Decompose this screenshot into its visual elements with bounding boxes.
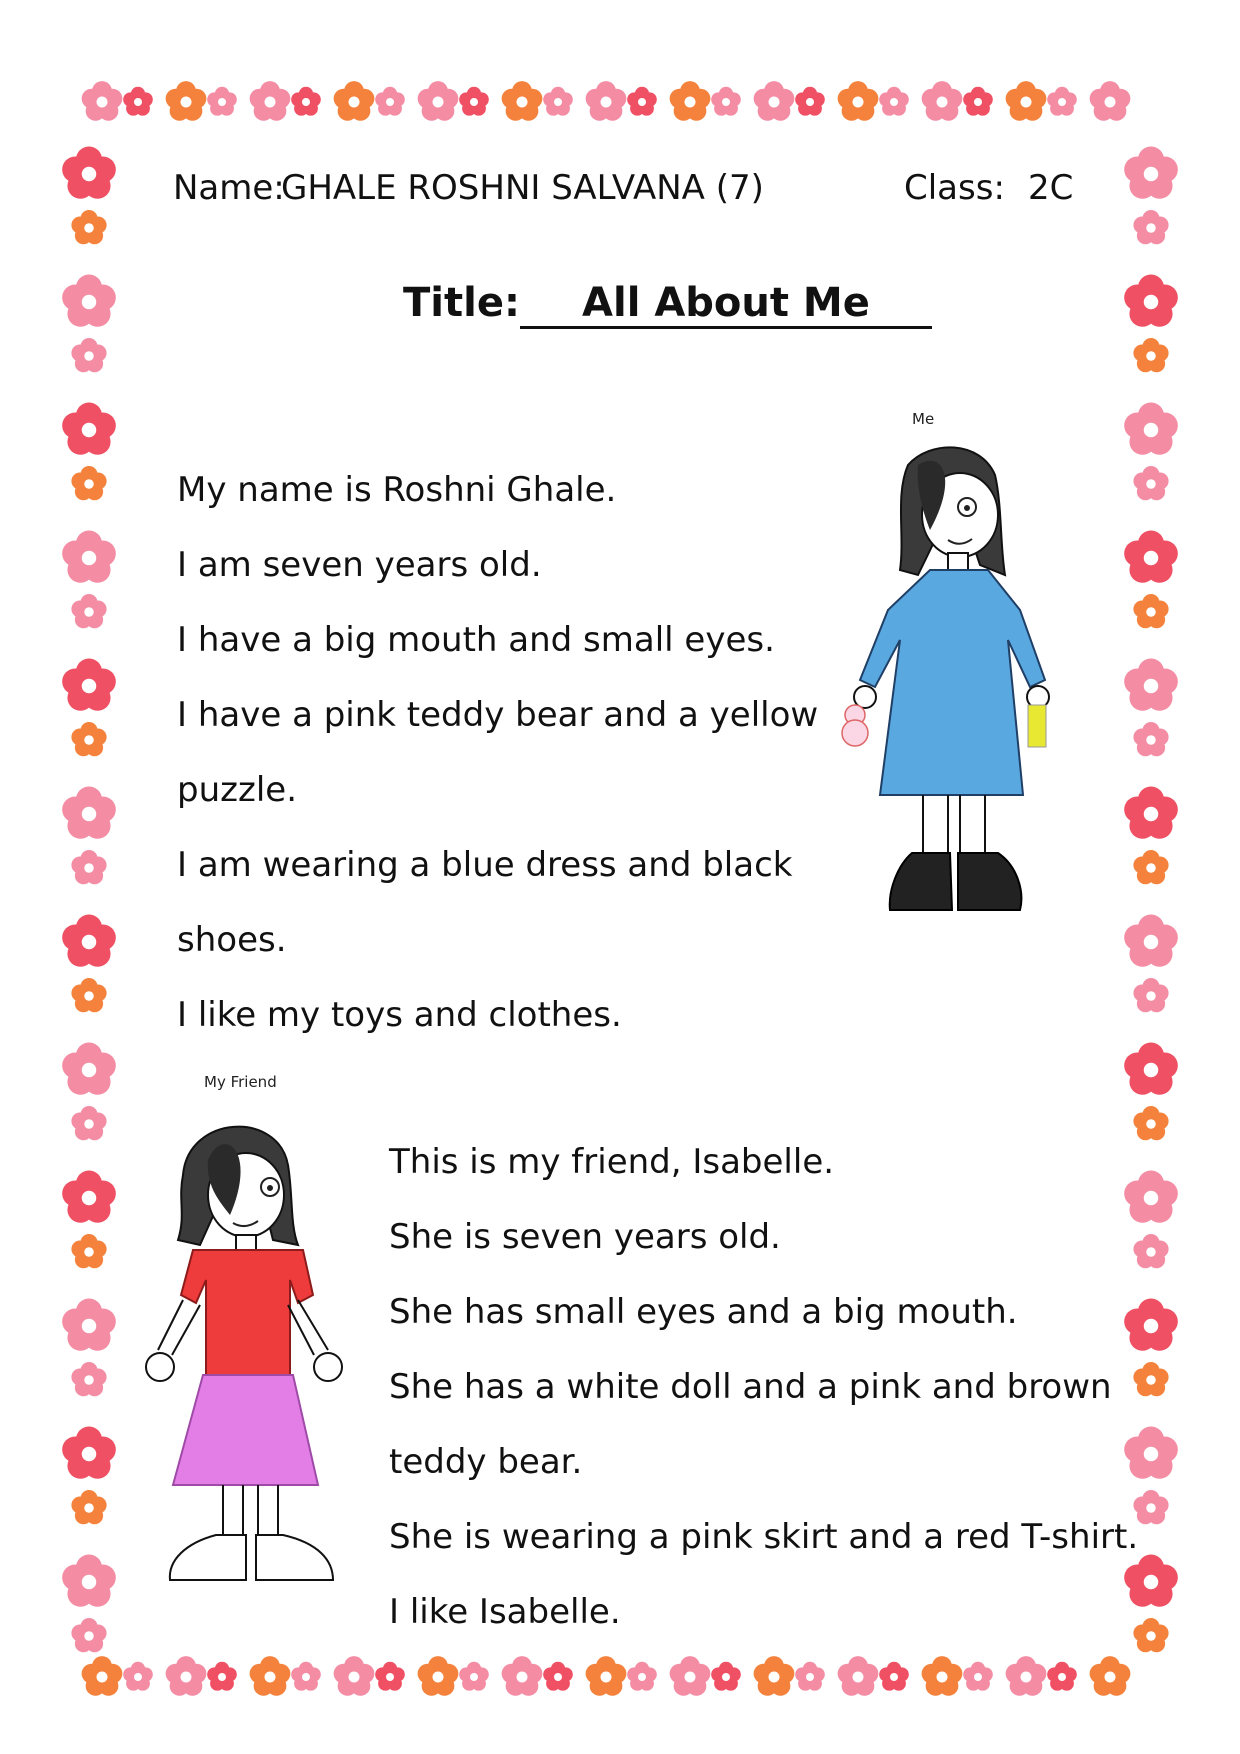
friend-caption: My Friend <box>204 1073 277 1091</box>
flower-icon <box>80 1655 124 1699</box>
me-section-line: I am seven years old. <box>177 545 542 585</box>
flower-icon <box>416 80 460 124</box>
friend-section-line: I like Isabelle. <box>389 1592 621 1632</box>
friend-section-line: She has a white doll and a pink and brown <box>389 1367 1112 1407</box>
flower-icon <box>458 1661 490 1693</box>
flower-icon <box>60 785 118 843</box>
flower-icon <box>60 657 118 715</box>
flower-icon <box>70 209 108 247</box>
flower-icon <box>878 1661 910 1693</box>
flower-icon <box>962 86 994 118</box>
flower-icon <box>70 465 108 503</box>
me-drawing <box>820 435 1060 915</box>
flower-icon <box>1122 657 1180 715</box>
flower-icon <box>920 80 964 124</box>
flower-icon <box>500 1655 544 1699</box>
class-label: Class: <box>904 168 1005 208</box>
friend-section-line: teddy bear. <box>389 1442 583 1482</box>
flower-icon <box>710 86 742 118</box>
flower-icon <box>1004 1655 1048 1699</box>
flower-icon <box>60 1169 118 1227</box>
flower-icon <box>542 1661 574 1693</box>
friend-drawing <box>138 1105 368 1585</box>
flower-icon <box>290 1661 322 1693</box>
flower-icon <box>60 913 118 971</box>
flower-icon <box>60 529 118 587</box>
me-section-line: shoes. <box>177 920 287 960</box>
flower-icon <box>1122 1425 1180 1483</box>
name-value: GHALE ROSHNI SALVANA (7) <box>281 168 764 208</box>
flower-icon <box>248 1655 292 1699</box>
flower-icon <box>70 1361 108 1399</box>
flower-icon <box>80 80 124 124</box>
flower-icon <box>60 273 118 331</box>
flower-icon <box>206 1661 238 1693</box>
flower-icon <box>836 80 880 124</box>
flower-icon <box>542 86 574 118</box>
flower-icon <box>752 80 796 124</box>
flower-icon <box>1046 1661 1078 1693</box>
flower-icon <box>1122 1553 1180 1611</box>
flower-icon <box>836 1655 880 1699</box>
flower-icon <box>1122 785 1180 843</box>
me-section-line: I am wearing a blue dress and black <box>177 845 793 885</box>
flower-icon <box>584 1655 628 1699</box>
flower-icon <box>1122 401 1180 459</box>
flower-icon <box>70 977 108 1015</box>
flower-icon <box>60 1553 118 1611</box>
name-label: Name: <box>173 168 285 208</box>
flower-icon <box>1132 465 1170 503</box>
flower-icon <box>70 721 108 759</box>
flower-icon <box>1132 593 1170 631</box>
flower-icon <box>668 1655 712 1699</box>
me-section-line: puzzle. <box>177 770 297 810</box>
flower-icon <box>1132 1617 1170 1655</box>
flower-icon <box>1122 1297 1180 1355</box>
flower-icon <box>60 1041 118 1099</box>
me-section-line: My name is Roshni Ghale. <box>177 470 617 510</box>
flower-icon <box>1132 849 1170 887</box>
flower-icon <box>122 1661 154 1693</box>
flower-icon <box>60 145 118 203</box>
flower-icon <box>1132 1361 1170 1399</box>
flower-icon <box>710 1661 742 1693</box>
flower-icon <box>60 1297 118 1355</box>
flower-icon <box>1122 529 1180 587</box>
flower-icon <box>878 86 910 118</box>
flower-icon <box>500 80 544 124</box>
class-value: 2C <box>1028 168 1074 208</box>
page-title <box>403 280 932 329</box>
flower-icon <box>1132 721 1170 759</box>
flower-icon <box>1088 1655 1132 1699</box>
flower-icon <box>920 1655 964 1699</box>
flower-icon <box>1132 1105 1170 1143</box>
friend-section-line: She has small eyes and a big mouth. <box>389 1292 1018 1332</box>
flower-icon <box>1122 913 1180 971</box>
flower-icon <box>962 1661 994 1693</box>
flower-icon <box>794 86 826 118</box>
flower-icon <box>668 80 712 124</box>
title-label: Title: <box>403 280 520 326</box>
flower-icon <box>206 86 238 118</box>
flower-icon <box>290 86 322 118</box>
flower-icon <box>70 1105 108 1143</box>
flower-icon <box>332 1655 376 1699</box>
flower-icon <box>1122 273 1180 331</box>
flower-icon <box>60 401 118 459</box>
flower-icon <box>626 1661 658 1693</box>
flower-icon <box>1132 209 1170 247</box>
me-section-line: I have a big mouth and small eyes. <box>177 620 775 660</box>
flower-icon <box>1132 977 1170 1015</box>
friend-section-line: She is wearing a pink skirt and a red T-shirt. <box>389 1517 1139 1557</box>
flower-icon <box>374 1661 406 1693</box>
flower-icon <box>60 1425 118 1483</box>
flower-icon <box>626 86 658 118</box>
flower-icon <box>248 80 292 124</box>
flower-icon <box>70 1233 108 1271</box>
me-section-line: I have a pink teddy bear and a yellow <box>177 695 819 735</box>
friend-section-line: This is my friend, Isabelle. <box>389 1142 835 1182</box>
flower-icon <box>1122 145 1180 203</box>
flower-icon <box>1132 337 1170 375</box>
friend-section-line: She is seven years old. <box>389 1217 781 1257</box>
flower-icon <box>70 849 108 887</box>
flower-icon <box>1046 86 1078 118</box>
flower-icon <box>332 80 376 124</box>
flower-icon <box>1088 80 1132 124</box>
flower-icon <box>1132 1233 1170 1271</box>
flower-icon <box>70 1489 108 1527</box>
flower-icon <box>164 1655 208 1699</box>
flower-icon <box>374 86 406 118</box>
flower-icon <box>70 593 108 631</box>
flower-icon <box>1122 1041 1180 1099</box>
flower-icon <box>458 86 490 118</box>
title-value: All About Me <box>520 280 932 329</box>
flower-icon <box>1122 1169 1180 1227</box>
me-caption: Me <box>912 410 935 428</box>
flower-icon <box>164 80 208 124</box>
me-section-line: I like my toys and clothes. <box>177 995 622 1035</box>
flower-icon <box>752 1655 796 1699</box>
flower-icon <box>122 86 154 118</box>
flower-icon <box>794 1661 826 1693</box>
flower-icon <box>70 1617 108 1655</box>
flower-icon <box>1004 80 1048 124</box>
flower-icon <box>416 1655 460 1699</box>
flower-icon <box>70 337 108 375</box>
flower-icon <box>584 80 628 124</box>
